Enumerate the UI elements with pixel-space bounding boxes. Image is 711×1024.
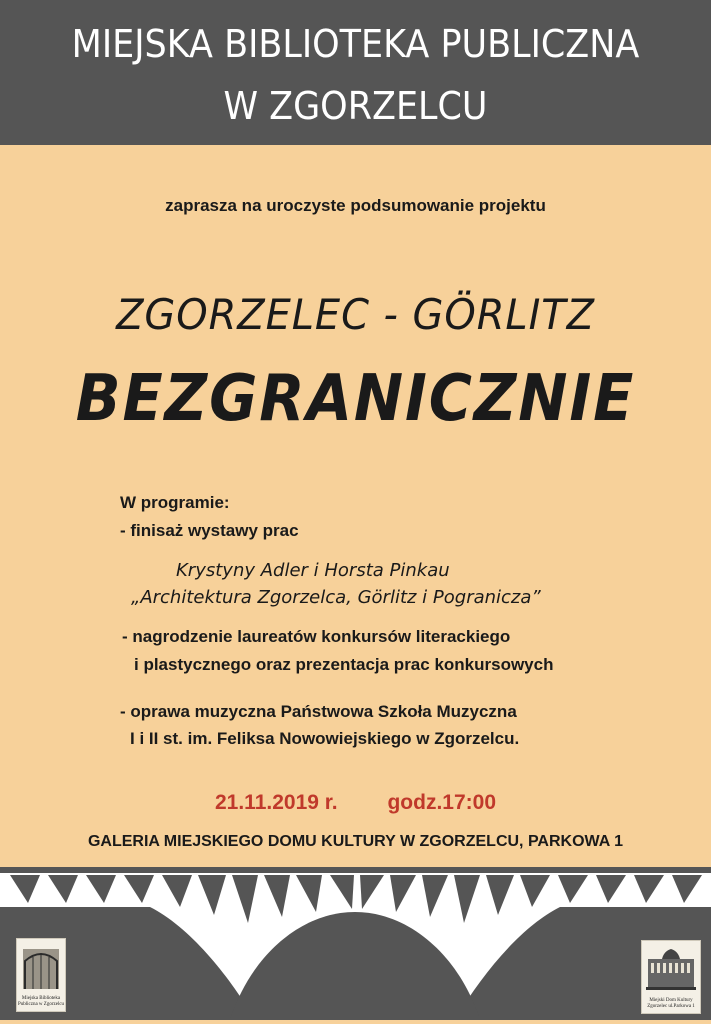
library-gate-icon [17,943,65,991]
exhibition-title: „Architektura Zgorzelca, Görlitz i Pogranicza” [131,587,541,608]
bridge-illustration [0,867,711,1020]
culture-house-logo-caption: Miejski Dom Kultury Zgorzelec ul.Parkowa 1 [647,998,695,1009]
event-date: 21.11.2019 r. [214,791,338,814]
invite-text: zaprasza na uroczyste podsumowanie projektu [165,196,546,215]
culture-house-logo [641,940,701,1014]
footer-band [0,867,711,1020]
program-item-music-line1: - oprawa muzyczna Państwowa Szkoła Muzyczna [120,702,517,721]
library-logo [16,938,66,1012]
event-time: godz.17:00 [387,791,496,814]
program-item-awards-line2: i plastycznego oraz prezentacja prac konkursowych [134,655,554,674]
building-icon [642,945,700,991]
program-heading: W programie: [120,493,230,512]
library-city: W ZGORZELCU [223,84,488,128]
project-subtitle: BEZGRANICZNIE [75,362,636,436]
program-item-music-line2: I i II st. im. Feliksa Nowowiejskiego w Zgorzelcu. [130,729,520,748]
project-title: ZGORZELEC - GÖRLITZ [116,290,595,339]
program-item-exhibition: - finisaż wystawy prac [120,521,299,540]
library-name: MIEJSKA BIBLIOTEKA PUBLICZNA [71,22,640,66]
event-venue: GALERIA MIEJSKIEGO DOMU KULTURY W ZGORZELCU, PARKOWA 1 [87,833,624,850]
event-datetime [0,791,711,815]
header-band [0,0,711,145]
exhibition-authors: Krystyny Adler i Horsta Pinkau [176,560,450,581]
library-logo-caption: Miejska Biblioteka Publiczna w Zgorzelcu [17,996,65,1007]
program-item-awards-line1: - nagrodzenie laureatów konkursów literackiego [122,627,511,646]
